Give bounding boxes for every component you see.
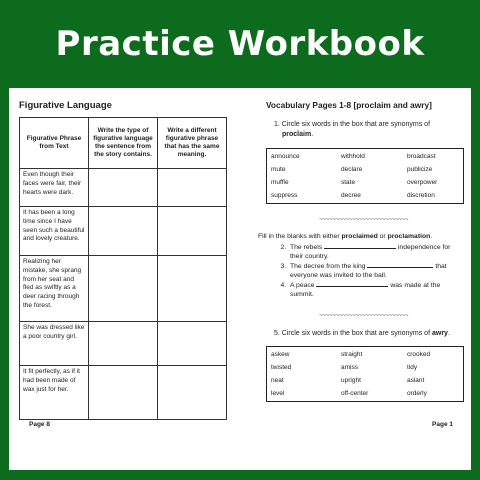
- question-text: Circle six words in the box that are synonyms of: [281, 329, 431, 337]
- word-option[interactable]: publicize: [407, 165, 433, 173]
- word-option[interactable]: decree: [341, 191, 361, 199]
- phrase-cell: Even though their faces were fair, their hearts were dark.: [20, 169, 89, 207]
- word-option[interactable]: tidy: [407, 364, 418, 372]
- sentence-end: was made at the summit.: [290, 282, 441, 299]
- word-option[interactable]: state: [341, 178, 356, 186]
- table-row: [20, 169, 227, 207]
- fill-item: [288, 242, 461, 261]
- answer-cell[interactable]: [158, 207, 227, 256]
- fill-in-list: [266, 242, 461, 300]
- vocabulary-title: Vocabulary Pages 1-8 [proclaim and awry]: [266, 100, 432, 110]
- word-option[interactable]: announce: [271, 152, 300, 160]
- word-option[interactable]: mute: [271, 165, 286, 173]
- figurative-language-table: [19, 117, 227, 420]
- right-page: [240, 88, 471, 470]
- answer-cell[interactable]: [158, 169, 227, 207]
- word-option[interactable]: declare: [341, 165, 363, 173]
- page-number-left: Page 8: [29, 421, 50, 428]
- target-word: proclamation: [387, 232, 431, 240]
- punctuation: .: [430, 232, 433, 240]
- word-option[interactable]: crooked: [407, 351, 431, 359]
- question-text: Circle six words in the box that are synonyms of: [281, 121, 431, 128]
- answer-blank[interactable]: [324, 242, 396, 249]
- sentence-start: The rebels: [290, 243, 323, 251]
- answer-cell[interactable]: [89, 207, 158, 256]
- phrase-cell: It has been a long time since I have seen such a beautiful and lovely creature.: [20, 207, 89, 256]
- workbook-spread: [9, 88, 471, 470]
- table-row: [20, 322, 227, 366]
- word-option[interactable]: withhold: [341, 152, 365, 160]
- word-option[interactable]: off-center: [341, 390, 369, 398]
- answer-cell[interactable]: [158, 256, 227, 322]
- word-option[interactable]: askew: [271, 351, 290, 359]
- phrase-cell: It fit perfectly, as if it had been made of wax just for her.: [20, 366, 89, 420]
- punctuation: .: [311, 130, 314, 138]
- word-box-awry: [266, 346, 464, 402]
- answer-blank[interactable]: [367, 261, 433, 268]
- question-1: [274, 120, 461, 140]
- word-option[interactable]: overpower: [407, 178, 438, 186]
- header-alternative: Write a different figurative phrase that has the same meaning.: [158, 118, 227, 169]
- word-option[interactable]: discretion: [407, 191, 435, 199]
- banner: [0, 0, 480, 88]
- page-number-right: Page 1: [432, 421, 453, 428]
- answer-cell[interactable]: [158, 366, 227, 420]
- word-option[interactable]: muffle: [271, 178, 289, 186]
- fill-instructions: [258, 233, 461, 240]
- instruction-text: or: [379, 232, 386, 240]
- figurative-language-title: Figurative Language: [19, 100, 112, 111]
- left-page: [9, 88, 240, 470]
- header-type: Write the type of figurative language the sentence from the story contains.: [89, 118, 158, 169]
- punctuation: .: [447, 329, 450, 337]
- word-option[interactable]: aslant: [407, 377, 425, 385]
- answer-cell[interactable]: [158, 322, 227, 366]
- word-option[interactable]: straight: [341, 351, 363, 359]
- word-option[interactable]: level: [271, 390, 285, 398]
- sentence-start: The decree from the king: [290, 262, 366, 270]
- header-phrase: Figurative Phrase from Text: [20, 118, 89, 169]
- phrase-cell: Realizing her mistake, she sprang from her seat and fled as swiftly as a deer racing through the forest.: [20, 256, 89, 322]
- table-header-row: [20, 118, 227, 169]
- fill-item: [288, 280, 461, 299]
- sentence-end: that everyone was invited to the ball.: [290, 262, 447, 280]
- question-5: [274, 329, 461, 339]
- section-divider: ~~~~~~~~~~~~~~~~~~~~~~~~~~~: [319, 311, 408, 319]
- word-box-proclaim: [266, 148, 464, 204]
- answer-cell[interactable]: [89, 366, 158, 420]
- fill-item: [288, 261, 461, 280]
- target-word: proclaim: [282, 130, 312, 138]
- answer-blank[interactable]: [316, 280, 388, 287]
- answer-cell[interactable]: [89, 322, 158, 366]
- instruction-text: Fill in the blanks with either: [258, 232, 340, 240]
- word-option[interactable]: broadcast: [407, 152, 436, 160]
- banner-title: Practice Workbook: [55, 24, 425, 64]
- target-word: proclaimed: [341, 232, 378, 240]
- word-option[interactable]: suppress: [271, 191, 298, 199]
- word-option[interactable]: orderly: [407, 390, 427, 398]
- question-number: 5.: [274, 329, 280, 337]
- sentence-start: A peace: [290, 282, 315, 290]
- table-row: [20, 207, 227, 256]
- answer-cell[interactable]: [89, 256, 158, 322]
- word-option[interactable]: upright: [341, 377, 361, 385]
- word-option[interactable]: amiss: [341, 364, 358, 372]
- question-number: 1.: [274, 121, 280, 128]
- table-row: [20, 256, 227, 322]
- target-word: awry: [431, 329, 448, 337]
- section-divider: ~~~~~~~~~~~~~~~~~~~~~~~~~~~: [319, 215, 408, 223]
- answer-cell[interactable]: [89, 169, 158, 207]
- phrase-cell: She was dressed like a poor country girl.: [20, 322, 89, 366]
- word-option[interactable]: neat: [271, 377, 284, 385]
- table-row: [20, 366, 227, 420]
- sentence-end: independence for their country.: [290, 243, 451, 260]
- word-option[interactable]: twisted: [271, 364, 292, 372]
